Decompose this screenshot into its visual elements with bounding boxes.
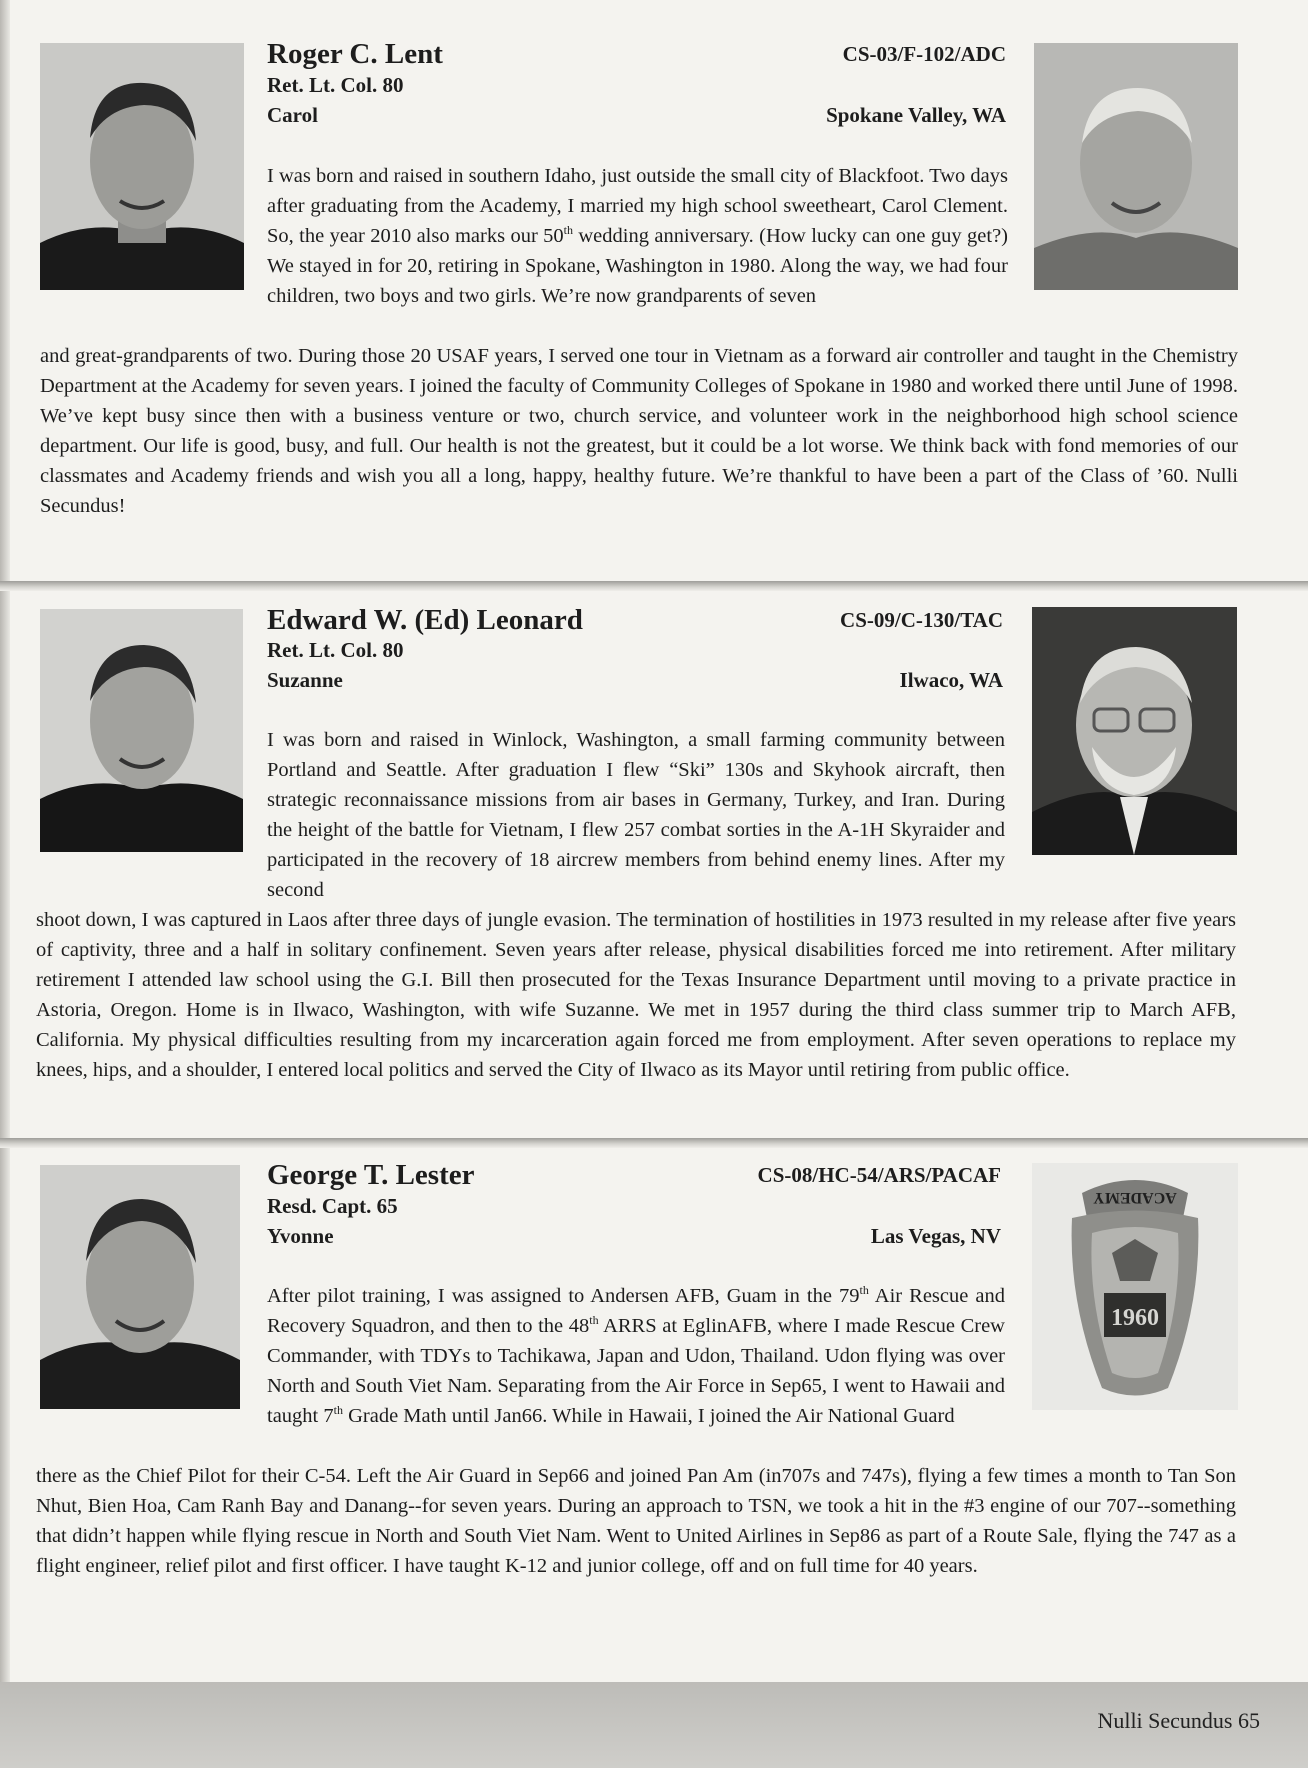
page-footer <box>0 1682 1308 1768</box>
entry-rank: Ret. Lt. Col. 80 <box>267 73 404 97</box>
class-ring-image <box>1032 1163 1238 1410</box>
page-binding-shadow <box>0 0 10 1768</box>
entry-bio-continued: there as the Chief Pilot for their C-54. Left the Air Guard in Sep66 and joined Pan Am (in707s and 747s), flying a few times a month to Tan Son Nhut, Bien Hoa, Cam Ranh Bay and Danang--for seven years. During an approach to TSN, we took a hit in the #3 engine of our 707--something that didn’t happen while flying rescue in North and South Viet Nam. Went to United Airlines in Sep86 as part of a Route Sale, flying the 747 as a flight engineer, relief pilot and first officer. I have taught K-12 and junior college, off and on full time for 40 years. <box>36 1465 1236 1577</box>
entry-bio-continued: shoot down, I was captured in Laos after three days of jungle evasion. The termination of hostilities in 1973 resulted in my release after five years of captivity, three and a half in solitary confinement. Seven years after release, physical disabilities forced me into retirement. After military retirement I attended law school using the G.I. Bill then prosecuted for the Texas Insurance Department until moving to a private practice in Astoria, Oregon. Home is in Ilwaco, Washington, with wife Suzanne. We met in 1957 during the third class summer trip to March AFB, California. My physical difficulties resulting from my incarceration again forced me from employment. After seven operations to replace my knees, hips, and a shoulder, I entered local politics and served the City of Ilwaco as its Mayor until retiring from public office. <box>36 909 1236 1081</box>
ring-inscription: ACADEMY <box>1093 1189 1177 1206</box>
section-divider <box>0 1138 1308 1148</box>
entry-rank: Resd. Capt. 65 <box>267 1194 398 1218</box>
entry-bio-intro: I was born and raised in Winlock, Washington, a small farming community between Portland and Seattle. After graduation I flew “Ski” 130s and Skyhook aircraft, then strategic reconnaissance missions from air bases in Germany, Turkey, and Iran. During the height of the battle for Vietnam, I flew 257 combat sorties in the A-1H Skyraider and participated in the recovery of 18 aircrew members from behind enemy lines. After my second <box>267 729 1005 901</box>
cadet-photo-lent <box>40 43 244 290</box>
entry-name: Roger C. Lent <box>267 38 443 70</box>
entry-rank: Ret. Lt. Col. 80 <box>267 638 404 662</box>
entry-service-code: CS-03/F-102/ADC <box>842 42 1006 66</box>
entry-spouse: Suzanne <box>267 668 343 692</box>
entry-location: Ilwaco, WA <box>899 668 1003 692</box>
entry-spouse: Carol <box>267 103 318 127</box>
entry-name: George T. Lester <box>267 1159 475 1191</box>
cadet-photo-lester <box>40 1165 240 1409</box>
entry-bio-intro: After pilot training, I was assigned to Andersen AFB, Guam in the 79th Air Rescue and Recovery Squadron, and then to the 48th ARRS at EglinAFB, where I made Rescue Crew Commander, with TDYs to Tachikawa, Japan and Udon, Thailand. Udon flying was over North and South Viet Nam. Separating from the Air Force in Sep65, I went to Hawaii and taught 7th Grade Math until Jan66. While in Hawaii, I joined the Air National Guard <box>267 1283 1005 1427</box>
cadet-photo-leonard <box>40 609 243 852</box>
current-photo-leonard <box>1032 607 1237 855</box>
entry-bio-intro: I was born and raised in southern Idaho, just outside the small city of Blackfoot. Two days after graduating from the Academy, I married my high school sweetheart, Carol Clement. So, the year 2010 also marks our 50th wedding anniversary. (How lucky can one guy get?) We stayed in for 20, retiring in Spokane, Washington in 1980. Along the way, we had four children, two boys and two girls. We’re now grandparents of seven <box>267 165 1008 307</box>
entry-name: Edward W. (Ed) Leonard <box>267 604 583 636</box>
entry-service-code: CS-08/HC-54/ARS/PACAF <box>757 1163 1001 1187</box>
ring-year: 1960 <box>1111 1305 1159 1331</box>
entry-bio-continued: and great-grandparents of two. During those 20 USAF years, I served one tour in Vietnam as a forward air controller and taught in the Chemistry Department at the Academy for seven years. I joined the faculty of Community Colleges of Spokane in 1980 and worked there until June of 1998. We’ve kept busy since then with a business venture or two, church service, and volunteer work in the neighborhood high school science department. Our life is good, busy, and full. Our health is not the greatest, but it could be a lot worse. We think back with fond memories of our classmates and Academy friends and wish you all a long, happy, healthy future. We’re thankful to have been a part of the Class of ’60. Nulli Secundus! <box>40 345 1238 517</box>
footer-page-label: Nulli Secundus 65 <box>1097 1708 1260 1733</box>
entry-location: Las Vegas, NV <box>870 1224 1001 1248</box>
entry-service-code: CS-09/C-130/TAC <box>840 608 1003 632</box>
entry-location: Spokane Valley, WA <box>826 103 1006 127</box>
section-divider <box>0 581 1308 591</box>
entry-spouse: Yvonne <box>267 1224 334 1248</box>
current-photo-lent <box>1034 43 1238 290</box>
